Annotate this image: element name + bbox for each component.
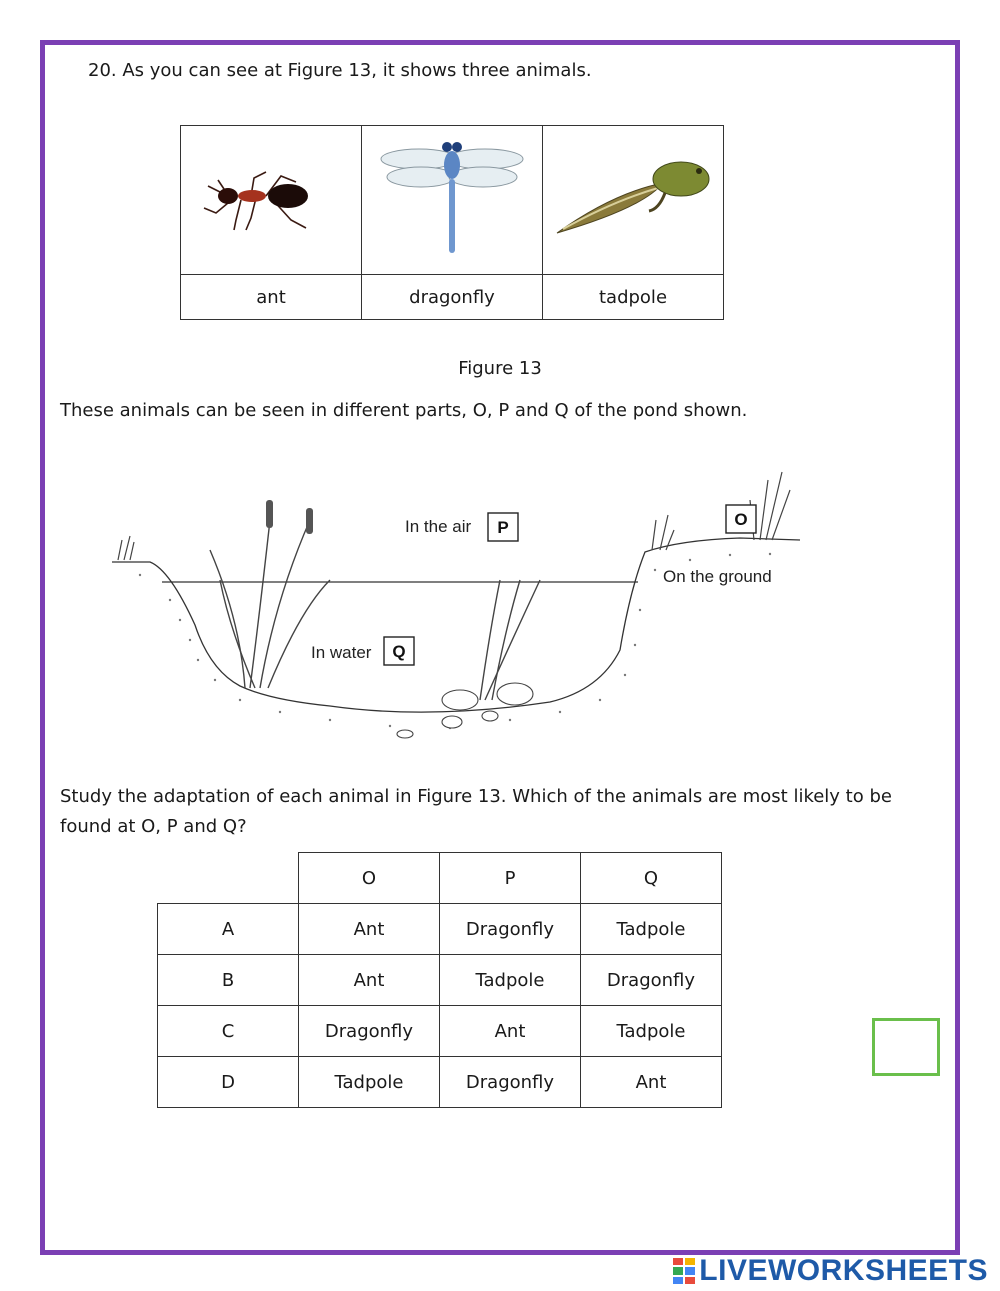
option-label: A xyxy=(158,904,299,955)
tadpole-image-cell xyxy=(543,126,724,275)
brand-footer xyxy=(673,1254,988,1288)
animal-name-dragonfly: dragonfly xyxy=(362,275,543,320)
grass-tufts xyxy=(118,472,790,560)
water-lily xyxy=(480,580,540,700)
option-row-c xyxy=(158,1006,722,1057)
water-letter: Q xyxy=(392,642,406,661)
ant-image-cell xyxy=(181,126,362,275)
intro-text: These animals can be seen in different parts, O, P and Q of the pond shown. xyxy=(60,400,748,421)
option-cell-q: Tadpole xyxy=(581,904,722,955)
question-title: 20. As you can see at Figure 13, it shows three animals. xyxy=(88,60,592,81)
animal-figure-table xyxy=(180,125,724,320)
header-blank-cell xyxy=(158,853,299,904)
option-row-d xyxy=(158,1057,722,1108)
option-cell-q: Ant xyxy=(581,1057,722,1108)
options-table xyxy=(157,852,722,1108)
option-row-a xyxy=(158,904,722,955)
option-cell-p: Ant xyxy=(440,1006,581,1057)
option-cell-o: Ant xyxy=(299,955,440,1006)
brand-name: LIVEWORKSHEETS xyxy=(699,1254,988,1287)
option-cell-o: Dragonfly xyxy=(299,1006,440,1057)
air-letter: P xyxy=(497,518,509,537)
option-cell-p: Dragonfly xyxy=(440,1057,581,1108)
option-cell-q: Dragonfly xyxy=(581,955,722,1006)
ground-letter: O xyxy=(734,510,748,529)
option-cell-q: Tadpole xyxy=(581,1006,722,1057)
animal-name-tadpole: tadpole xyxy=(543,275,724,320)
dragonfly-image-cell xyxy=(362,126,543,275)
option-cell-p: Dragonfly xyxy=(440,904,581,955)
tadpole-image xyxy=(553,153,713,243)
option-cell-o: Ant xyxy=(299,904,440,955)
pond-diagram xyxy=(100,450,820,760)
air-label: In the air xyxy=(405,517,472,536)
study-question: Study the adaptation of each animal in Figure 13. Which of the animals are most likely to be found at O, P and Q? xyxy=(60,786,892,837)
reeds xyxy=(210,520,330,688)
option-label: B xyxy=(158,955,299,1006)
option-cell-o: Tadpole xyxy=(299,1057,440,1108)
options-header-row xyxy=(158,853,722,904)
dragonfly-image xyxy=(377,139,527,257)
ant-image xyxy=(196,158,346,238)
header-o: O xyxy=(299,853,440,904)
figure-caption: Figure 13 xyxy=(458,358,542,379)
option-label: D xyxy=(158,1057,299,1108)
option-label: C xyxy=(158,1006,299,1057)
animal-name-ant: ant xyxy=(181,275,362,320)
answer-input-box[interactable] xyxy=(872,1018,940,1076)
liveworksheets-logo-icon xyxy=(673,1258,695,1284)
option-row-b xyxy=(158,955,722,1006)
water-label: In water xyxy=(311,643,372,662)
header-q: Q xyxy=(581,853,722,904)
header-p: P xyxy=(440,853,581,904)
option-cell-p: Tadpole xyxy=(440,955,581,1006)
ground-label: On the ground xyxy=(663,567,772,586)
